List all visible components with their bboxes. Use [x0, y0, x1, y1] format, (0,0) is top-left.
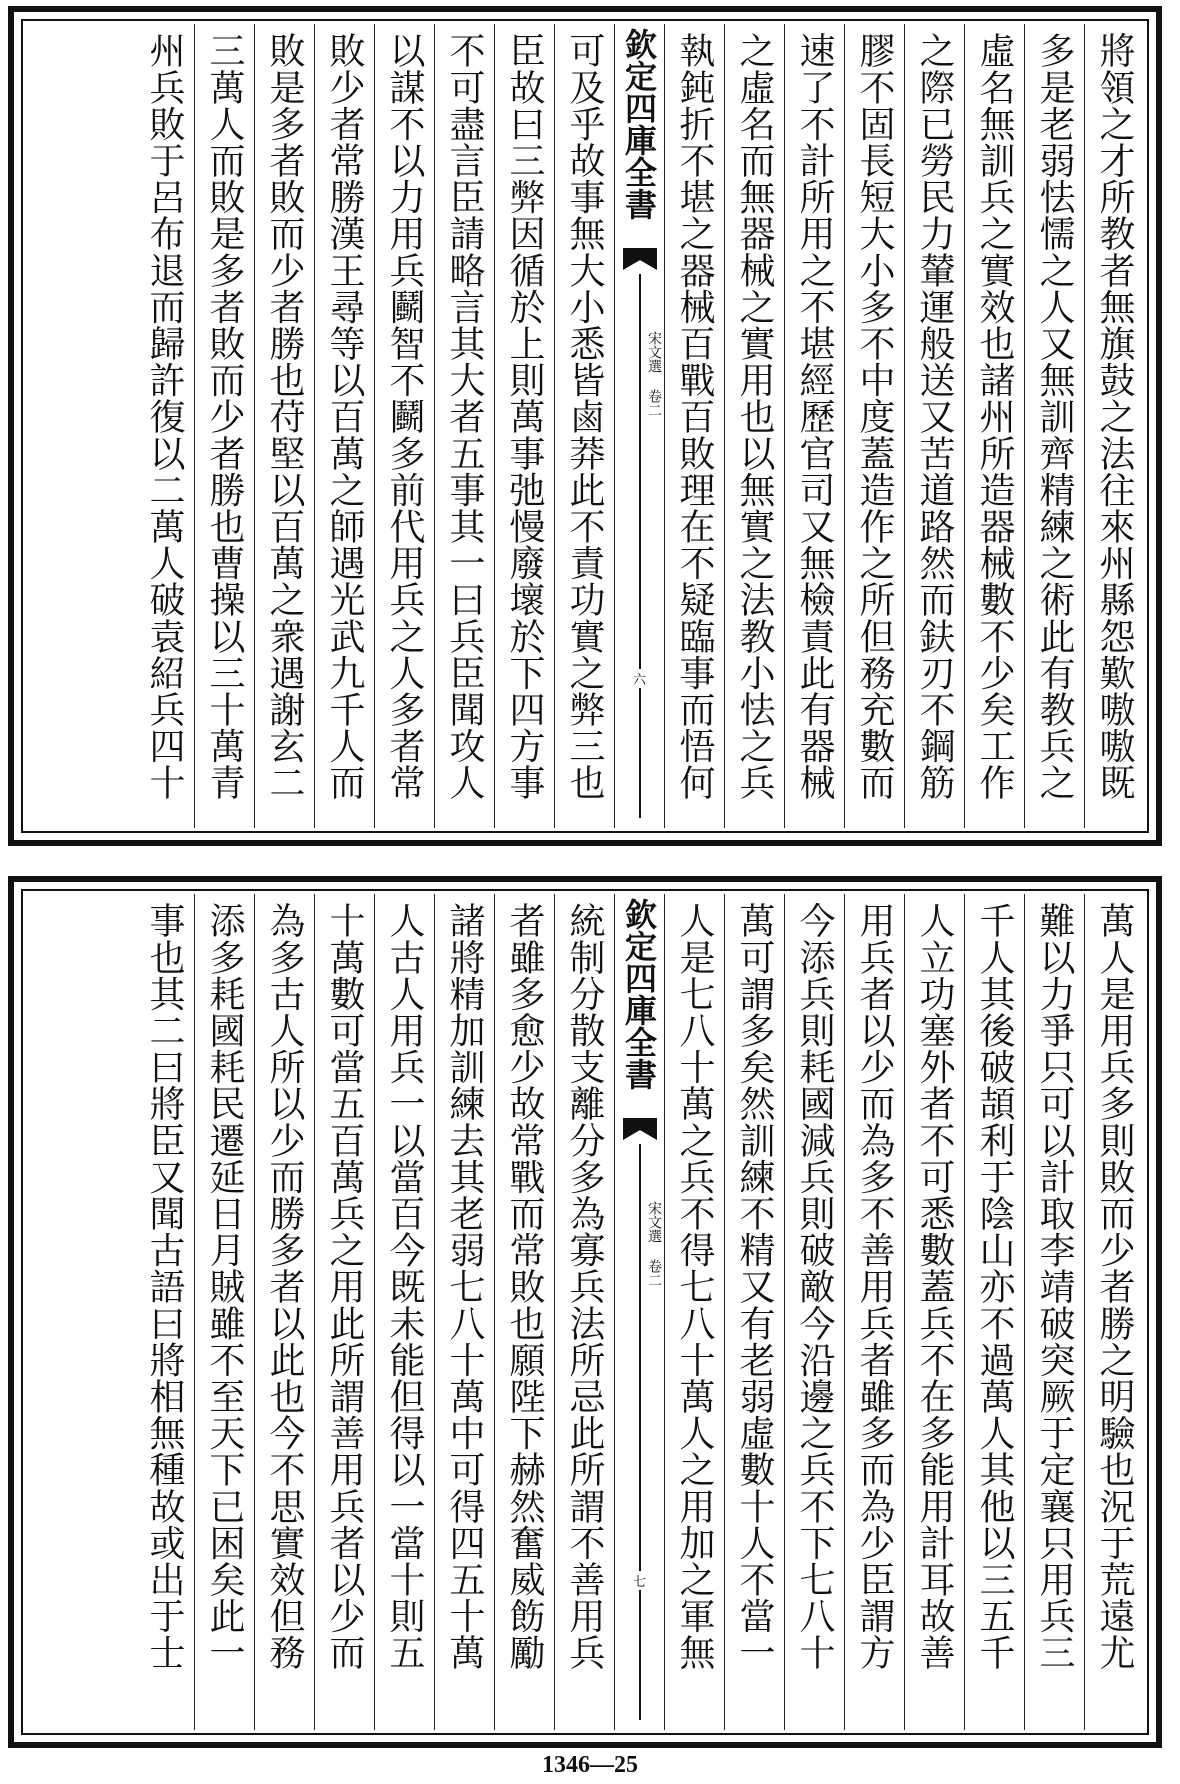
center-page-number: 七 [633, 1571, 646, 1590]
center-page-number: 六 [633, 669, 646, 688]
text-column: 敗少者常勝漢王尋等以百萬之師遇光武九千人而 [314, 24, 374, 828]
text-column: 虛名無訓兵之實效也諸州所造器械數不少矣工作 [964, 24, 1024, 828]
text-column: 今添兵則耗國減兵則破敵今沿邊之兵不下七八十 [784, 894, 844, 1730]
text-column: 用兵者以少而為多不善用兵者雖多而為少臣謂方 [844, 894, 904, 1730]
text-column: 萬人是用兵多則敗而少者勝之明驗也況于荒遠尤 [1084, 894, 1144, 1730]
upper-page-columns [26, 24, 1144, 828]
center-divider-line [639, 274, 641, 818]
text-column: 速了不計所用之不堪經歷官司又無檢責此有器械 [784, 24, 844, 828]
text-column: 諸將精加訓練去其老弱七八十萬中可得四五十萬 [434, 894, 494, 1730]
text-column: 萬可謂多矣然訓練不精又有老弱虛數十人不當一 [724, 894, 784, 1730]
upper-page [8, 6, 1162, 846]
page-footer-number: 1346—25 [542, 1752, 638, 1778]
text-column: 為多古人所以少而勝多者以此也今不思實效但務 [254, 894, 314, 1730]
center-title: 欽定四庫全書 [620, 898, 658, 1090]
text-column: 千人其後破頡利于陰山亦不過萬人其他以三五千 [964, 894, 1024, 1730]
center-fold [614, 24, 664, 828]
text-column: 不可盡言臣請略言其大者五事其一曰兵臣聞攻人 [434, 24, 494, 828]
text-column: 人古人用兵一以當百今既未能但得以一當十則五 [374, 894, 434, 1730]
lower-page [8, 876, 1162, 1748]
text-column: 敗是多者敗而少者勝也苻堅以百萬之衆遇謝玄二 [254, 24, 314, 828]
fishtail-mark-icon [623, 1118, 657, 1140]
text-column: 添多耗國耗民遷延日月賊雖不至天下已困矣此一 [194, 894, 254, 1730]
lower-page-columns [26, 894, 1144, 1730]
center-divider-line [639, 1144, 641, 1720]
text-column: 三萬人而敗是多者敗而少者勝也曹操以三十萬青 [194, 24, 254, 828]
text-column: 多是老弱怯懦之人又無訓齊精練之術此有教兵之 [1024, 24, 1084, 828]
center-title: 欽定四庫全書 [620, 28, 658, 220]
text-column: 統制分散支離分多為寡兵法所忌此所謂不善用兵 [554, 894, 614, 1730]
fishtail-mark-icon [623, 248, 657, 270]
text-column: 膠不固長短大小多不中度蓋造作之所但務充數而 [844, 24, 904, 828]
text-column: 以謀不以力用兵鬬智不鬬多前代用兵之人多者常 [374, 24, 434, 828]
text-column: 臣故曰三弊因循於上則萬事弛慢廢壞於下四方事 [494, 24, 554, 828]
center-book-label: 宋文選 卷二 [646, 1201, 662, 1287]
text-column: 之虛名而無器械之實用也以無實之法教小怯之兵 [724, 24, 784, 828]
text-column: 可及乎故事無大小悉皆鹵莽此不責功實之弊三也 [554, 24, 614, 828]
text-column: 事也其二曰將臣又聞古語曰將相無種故或出于士 [144, 902, 185, 1671]
text-column: 執鈍折不堪之器械百戰百敗理在不疑臨事而悟何 [664, 24, 724, 828]
text-column: 十萬數可當五百萬兵之用此所謂善用兵者以少而 [314, 894, 374, 1730]
text-column: 將領之才所教者無旗鼓之法往來州縣怨歎嗷嗷既 [1084, 24, 1144, 828]
text-column: 人立功塞外者不可悉數蓋兵不在多能用計耳故善 [904, 894, 964, 1730]
text-column: 者雖多愈少故常戰而常敗也願陛下赫然奮威飭勵 [494, 894, 554, 1730]
text-column: 人是七八十萬之兵不得七八十萬人之用加之軍無 [664, 894, 724, 1730]
text-column: 難以力爭只可以計取李靖破突厥于定襄只用兵三 [1024, 894, 1084, 1730]
center-fold [614, 894, 664, 1730]
center-book-label: 宋文選 卷二 [646, 331, 662, 417]
text-column: 州兵敗于呂布退而歸許復以二萬人破袁紹兵四十 [144, 32, 185, 801]
text-column: 之際已勞民力輦運般送又苦道路然而鈇刃不鋼筋 [904, 24, 964, 828]
